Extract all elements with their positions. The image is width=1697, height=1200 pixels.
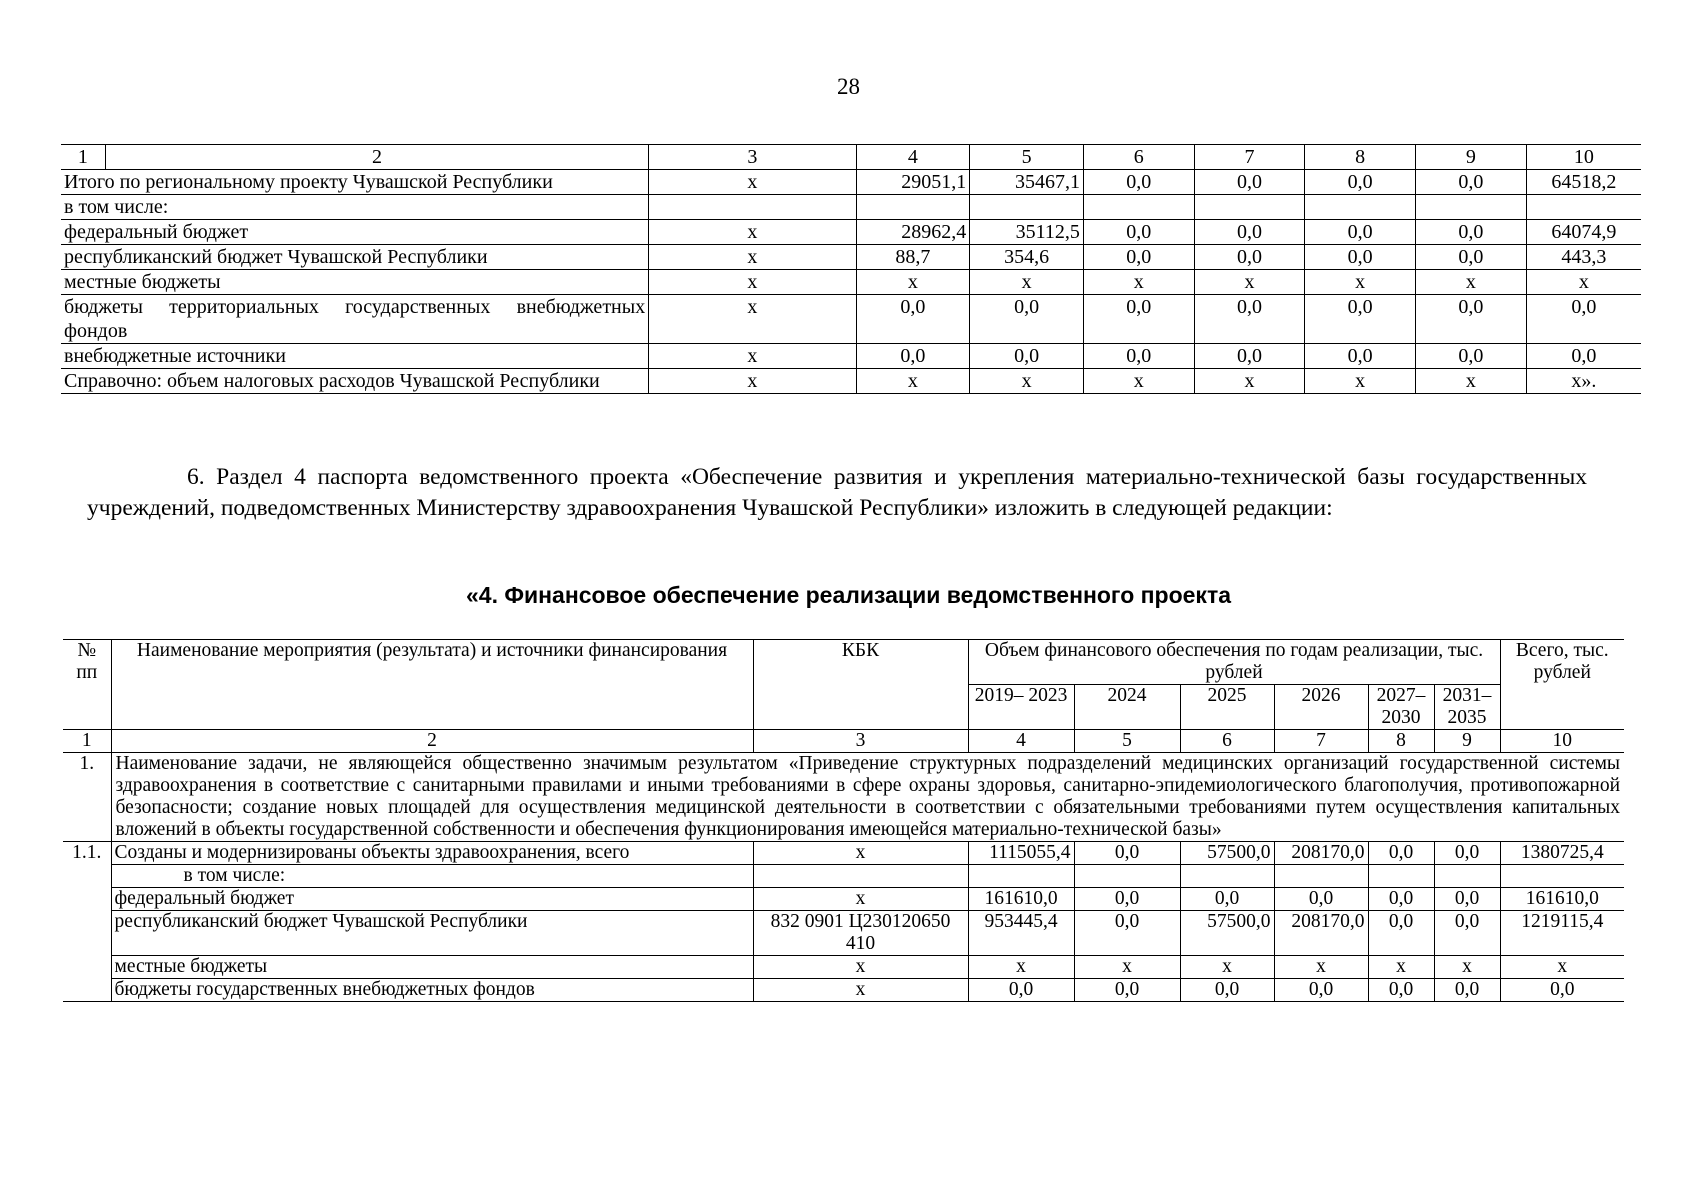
value-cell: 161610,0 [1500,888,1624,911]
column-number: 1 [63,730,111,753]
value-cell: 0,0 [1368,979,1434,1002]
value-cell: 0,0 [1305,170,1416,195]
row-name: республиканский бюджет Чувашской Республики [111,911,753,956]
value-cell: 0,0 [1526,344,1641,369]
kbk-cell: х [649,295,856,344]
value-cell: 0,0 [1074,888,1180,911]
value-cell: х [1074,956,1180,979]
value-cell: 0,0 [1500,979,1624,1002]
number-header: № пп [63,640,111,730]
value-cell: х [1526,270,1641,295]
value-cell: 208170,0 [1274,842,1368,865]
column-number: 8 [1368,730,1434,753]
value-cell [1083,195,1194,220]
header-cell: 8 [1305,145,1416,170]
value-cell: 0,0 [970,344,1084,369]
value-cell: 0,0 [1368,911,1434,956]
value-cell: х [856,369,970,394]
value-cell: х [1083,270,1194,295]
row-name: Созданы и модернизированы объекты здравоохранения, всего [111,842,753,865]
value-cell: 0,0 [1074,911,1180,956]
kbk-cell: х [753,888,968,911]
row-name: федеральный бюджет [111,888,753,911]
value-cell: 0,0 [1416,245,1527,270]
value-cell [970,195,1084,220]
row-name: местные бюджеты [61,270,649,295]
value-cell: х [970,270,1084,295]
value-cell: 35467,1 [970,170,1084,195]
value-cell: 0,0 [1434,842,1500,865]
column-number: 4 [968,730,1074,753]
value-cell: 0,0 [968,979,1074,1002]
value-cell [1416,195,1527,220]
header-cell: 4 [856,145,970,170]
value-cell: 1219115,4 [1500,911,1624,956]
value-cell: 354,6 [970,245,1084,270]
value-cell [1500,865,1624,888]
kbk-cell [649,195,856,220]
kbk-cell [753,865,968,888]
row-name: внебюджетные источники [61,344,649,369]
header-cell: 6 [1083,145,1194,170]
value-cell: 0,0 [1434,888,1500,911]
kbk-cell: х [649,270,856,295]
total-header: Всего, тыс. рублей [1500,640,1624,730]
amendment-paragraph: 6. Раздел 4 паспорта ведомственного проекта «Обеспечение развития и укрепления материально-технической базы государственных учреждений, подведомственных Министерству здравоохранения Чувашской Республики» изложить в следующей редакции: [87,464,1587,521]
table-row [63,956,1624,979]
page-number: 28 [837,74,860,99]
header-cell: 5 [970,145,1084,170]
value-cell: 0,0 [1194,344,1305,369]
kbk-cell: х [649,369,856,394]
table-row [61,344,1641,369]
kbk-header: КБК [753,640,968,730]
value-cell: 57500,0 [1180,911,1274,956]
value-cell: 0,0 [1416,295,1527,344]
value-cell: 64518,2 [1526,170,1641,195]
value-cell: 0,0 [1416,220,1527,245]
kbk-cell: х [753,956,968,979]
value-cell [856,195,970,220]
value-cell [1194,195,1305,220]
column-number: 6 [1180,730,1274,753]
value-cell: х». [1526,369,1641,394]
value-cell [1074,865,1180,888]
header-cell: 9 [1416,145,1527,170]
value-cell: 0,0 [1180,888,1274,911]
table-row [63,842,1624,865]
value-cell: 0,0 [1305,220,1416,245]
column-number-row [63,730,1624,753]
column-number-row [61,145,1641,170]
row-number [63,888,111,911]
value-cell: 0,0 [970,295,1084,344]
value-cell: 0,0 [1434,911,1500,956]
value-cell [1526,195,1641,220]
value-cell: 28962,4 [856,220,970,245]
column-number: 5 [1074,730,1180,753]
value-cell: 0,0 [1083,170,1194,195]
kbk-cell: х [649,220,856,245]
column-number: 2 [111,730,753,753]
value-cell: 0,0 [1083,220,1194,245]
value-cell: 0,0 [1305,245,1416,270]
value-cell: 0,0 [1083,344,1194,369]
value-cell: х [1305,369,1416,394]
value-cell: 0,0 [1305,295,1416,344]
value-cell: х [1083,369,1194,394]
table-row [63,979,1624,1002]
kbk-cell: 832 0901 Ц230120650 410 [753,911,968,956]
header-cell: 10 [1526,145,1641,170]
value-cell: 0,0 [1416,170,1527,195]
row-name: в том числе: [111,865,753,888]
header-row [63,640,1624,685]
row-name: бюджеты государственных внебюджетных фондов [111,979,753,1002]
column-number: 3 [753,730,968,753]
value-cell: х [1305,270,1416,295]
value-cell: 443,3 [1526,245,1641,270]
row-number [63,956,111,979]
value-cell [1180,865,1274,888]
value-cell: 1380725,4 [1500,842,1624,865]
value-cell: 0,0 [1526,295,1641,344]
table-row [63,888,1624,911]
value-cell: 0,0 [1305,344,1416,369]
value-cell: х [1274,956,1368,979]
value-cell: 0,0 [1368,842,1434,865]
header-cell: 2 [105,145,648,170]
value-cell: х [970,369,1084,394]
value-cell [1368,865,1434,888]
value-cell: 0,0 [1194,170,1305,195]
task-description: Наименование задачи, не являющейся общественно значимым результатом «Приведение структурных подразделений медицинских организаций государственной системы здравоохранения в соответствие с санитарными правилами и иными требованиями в сфере охраны здоровья, санитарно-эпидемиологического благополучия, противопожарной безопасности; создание новых площадей для осуществления медицинской деятельности в соответствии с обязательными требованиями путем осуществления капитальных вложений в объекты государственной собственности и обеспечения функционирования имеющейся материально-технической базы» [111,753,1624,842]
value-cell: 0,0 [856,344,970,369]
row-name: бюджеты территориальных государственных внебюджетных фондов [61,295,649,344]
task-number: 1. [63,753,111,842]
kbk-cell: х [649,245,856,270]
row-number [63,911,111,956]
value-cell [1274,865,1368,888]
year-header: 2025 [1180,685,1274,730]
value-cell: 0,0 [1194,295,1305,344]
value-cell: х [856,270,970,295]
value-cell: х [1368,956,1434,979]
year-header: 2019– 2023 [968,685,1074,730]
table-row [61,195,1641,220]
value-cell: 161610,0 [968,888,1074,911]
value-cell: 0,0 [1274,888,1368,911]
kbk-cell: х [753,979,968,1002]
row-name: в том числе: [61,195,649,220]
year-header: 2031– 2035 [1434,685,1500,730]
kbk-cell: х [649,344,856,369]
value-cell: х [1194,270,1305,295]
row-name: федеральный бюджет [61,220,649,245]
row-name: Итого по региональному проекту Чувашской Республики [61,170,649,195]
row-number [63,865,111,888]
value-cell: 35112,5 [970,220,1084,245]
value-cell: 0,0 [1434,979,1500,1002]
table-row [61,170,1641,195]
value-cell: х [1180,956,1274,979]
value-cell: 0,0 [1416,344,1527,369]
row-name: местные бюджеты [111,956,753,979]
value-cell: х [1416,369,1527,394]
row-number [63,979,111,1002]
value-cell: 0,0 [1074,842,1180,865]
value-cell: 0,0 [1180,979,1274,1002]
row-name: республиканский бюджет Чувашской Республики [61,245,649,270]
header-cell: 3 [649,145,856,170]
value-cell: х [968,956,1074,979]
row-number: 1.1. [63,842,111,865]
kbk-cell: х [649,170,856,195]
value-cell [968,865,1074,888]
kbk-cell: х [753,842,968,865]
regional-project-finance-table [61,144,1641,394]
value-cell: 0,0 [856,295,970,344]
table-row [61,220,1641,245]
section-title: «4. Финансовое обеспечение реализации ведомственного проекта [466,582,1231,608]
year-header: 2024 [1074,685,1180,730]
value-cell [1305,195,1416,220]
column-number: 7 [1274,730,1368,753]
value-cell: 0,0 [1274,979,1368,1002]
year-header: 2027– 2030 [1368,685,1434,730]
table-row [63,865,1624,888]
row-name: Справочно: объем налоговых расходов Чувашской Республики [61,369,649,394]
table-row [61,245,1641,270]
value-cell: 0,0 [1194,245,1305,270]
value-cell: 88,7 [856,245,970,270]
value-cell: 953445,4 [968,911,1074,956]
value-cell: х [1500,956,1624,979]
table-row [61,369,1641,394]
value-cell: х [1434,956,1500,979]
column-number: 9 [1434,730,1500,753]
value-cell: 208170,0 [1274,911,1368,956]
table-row [61,270,1641,295]
value-cell: х [1194,369,1305,394]
year-header: 2026 [1274,685,1368,730]
column-number: 10 [1500,730,1624,753]
value-cell: 0,0 [1368,888,1434,911]
value-cell: 1115055,4 [968,842,1074,865]
header-cell: 1 [61,145,105,170]
table-row [63,911,1624,956]
name-header: Наименование мероприятия (результата) и источники финансирования [111,640,753,730]
value-cell: х [1416,270,1527,295]
value-cell: 0,0 [1083,295,1194,344]
value-cell [1434,865,1500,888]
departmental-project-finance-table [63,639,1624,1002]
header-cell: 7 [1194,145,1305,170]
value-cell: 64074,9 [1526,220,1641,245]
table-row [61,295,1641,344]
value-cell: 57500,0 [1180,842,1274,865]
value-cell: 0,0 [1083,245,1194,270]
volume-header: Объем финансового обеспечения по годам реализации, тыс. рублей [968,640,1500,685]
task-row [63,753,1624,842]
value-cell: 29051,1 [856,170,970,195]
value-cell: 0,0 [1194,220,1305,245]
value-cell: 0,0 [1074,979,1180,1002]
